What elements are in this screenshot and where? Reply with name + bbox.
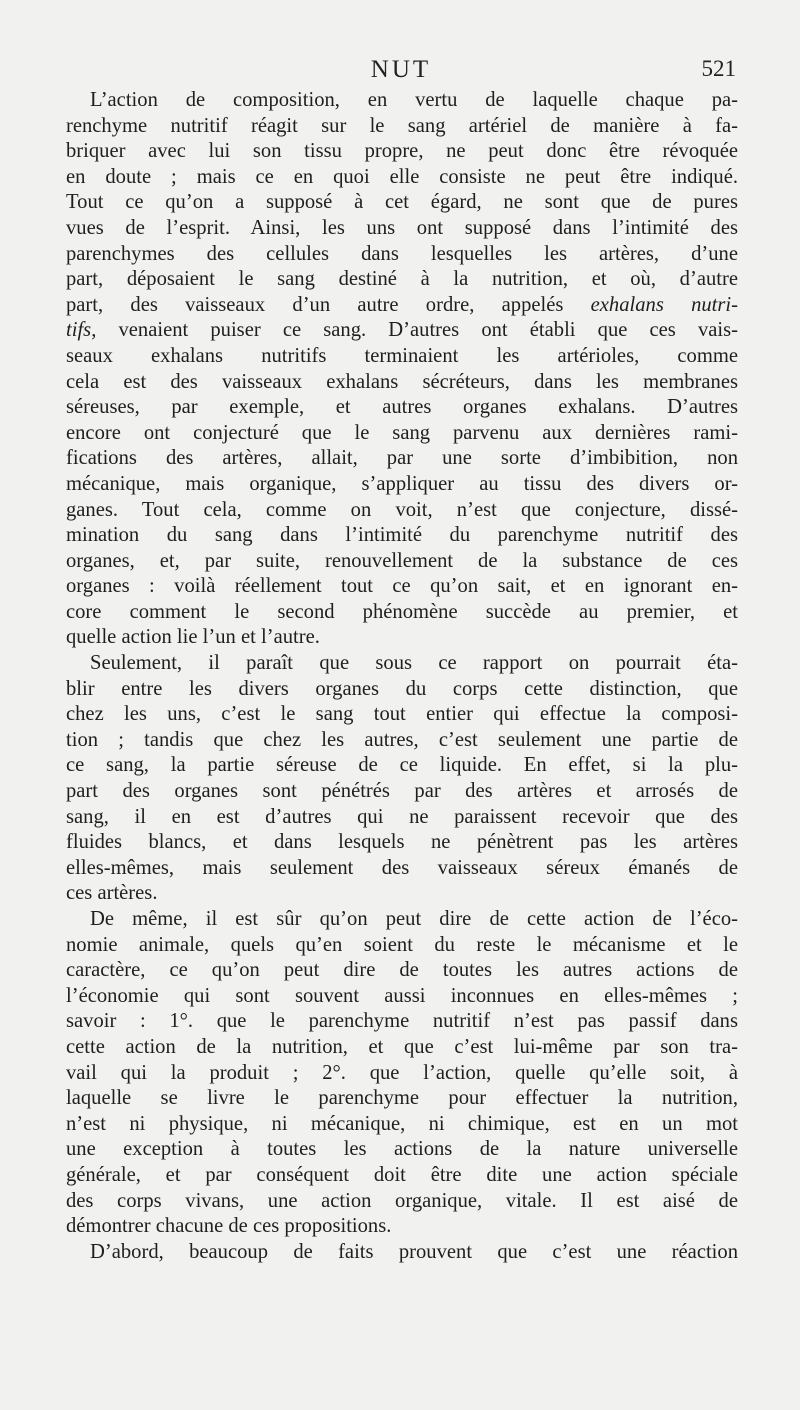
text-line: générale, et par conséquent doit être dite une action spéciale (66, 1163, 738, 1186)
text-line: vues de l’esprit. Ainsi, les uns ont supposé dans l’intimité des (66, 216, 738, 239)
text-line: ce sang, la partie séreuse de ce liquide. En effet, si la plu- (66, 754, 738, 777)
text-line: parenchymes des cellules dans lesquelles les artères, d’une (66, 242, 738, 265)
page-number: 521 (701, 56, 736, 81)
text-line: fications des artères, allait, par une sorte d’imbibition, non (66, 447, 738, 470)
text-line: des corps vivans, une action organique, vitale. Il est aisé de (66, 1189, 738, 1212)
text-line: ces artères. (66, 882, 158, 905)
text-line: chez les uns, c’est le sang tout entier qui effectue la composi- (66, 703, 738, 726)
text-line: tifs, venaient puiser ce sang. D’autres ont établi que ces vais- (66, 319, 738, 342)
text-line: mination du sang dans l’intimité du parenchyme nutritif des (66, 524, 738, 547)
text-line: D’abord, beaucoup de faits prouvent que c’est une réaction (90, 1240, 738, 1263)
text-line: organes : voilà réellement tout ce qu’on sait, et en ignorant en- (66, 575, 738, 598)
text-line: Seulement, il paraît que sous ce rapport on pourrait éta- (90, 652, 738, 675)
text-line: L’action de composition, en vertu de laquelle chaque pa- (90, 89, 738, 111)
text-line: ganes. Tout cela, comme on voit, n’est que conjecture, dissé- (66, 498, 738, 521)
text-line: seaux exhalans nutritifs terminaient les artérioles, comme (66, 344, 738, 367)
text-line: Tout ce qu’on a supposé à cet égard, ne sont que de pures (66, 191, 738, 214)
text-line: caractère, ce qu’on peut dire de toutes les autres actions de (66, 959, 738, 982)
text-line: mécanique, mais organique, s’appliquer au tissu des divers or- (66, 472, 738, 495)
running-head: NUT (370, 56, 432, 83)
text-line: part des organes sont pénétrés par des artères et arrosés de (66, 780, 738, 803)
text-line: part, des vaisseaux d’un autre ordre, appelés exhalans nutri- (66, 293, 738, 316)
text-line: elles-mêmes, mais seulement des vaisseaux séreux émanés de (66, 856, 738, 879)
text-line: vail qui la produit ; 2°. que l’action, quelle qu’elle soit, à (66, 1061, 738, 1084)
text-line: savoir : 1°. que le parenchyme nutritif n’est pas passif dans (66, 1010, 738, 1033)
italic-term: tifs (66, 319, 92, 342)
text-line: briquer avec lui son tissu propre, ne peut donc être révoquée (66, 140, 738, 163)
text-line: quelle action lie l’un et l’autre. (66, 626, 320, 649)
body-text (66, 88, 738, 1265)
text-line: core comment le second phénomène succède au premier, et (66, 600, 738, 623)
text-line: en doute ; mais ce en quoi elle consiste ne peut être indiqué. (66, 165, 738, 188)
text-line: cette action de la nutrition, et que c’est lui-même par son tra- (66, 1035, 738, 1058)
text-line: n’est ni physique, ni mécanique, ni chimique, est en un mot (66, 1112, 738, 1135)
text-line: sang, il en est d’autres qui ne paraissent recevoir que des (66, 805, 738, 828)
text-line: blir entre les divers organes du corps cette distinction, que (66, 677, 738, 700)
text-line: nomie animale, quels qu’en soient du reste le mécanisme et le (66, 933, 738, 956)
text-line: séreuses, par exemple, et autres organes exhalans. D’autres (66, 396, 738, 419)
text-line: cela est des vaisseaux exhalans sécréteurs, dans les membranes (66, 370, 738, 393)
text-line: tion ; tandis que chez les autres, c’est seulement une partie de (66, 728, 738, 751)
text-line: l’économie qui sont souvent aussi inconnues en elles-mêmes ; (66, 984, 738, 1007)
text-line: une exception à toutes les actions de la nature universelle (66, 1138, 738, 1161)
text-line: renchyme nutritif réagit sur le sang artériel de manière à fa- (66, 114, 738, 137)
text-line: fluides blancs, et dans lesquels ne pénètrent pas les artères (66, 831, 738, 854)
text-line: De même, il est sûr qu’on peut dire de cette action de l’éco- (90, 908, 738, 930)
italic-term: exhalans nutri- (590, 293, 738, 316)
text-line: part, déposaient le sang destiné à la nutrition, et où, d’autre (66, 268, 738, 291)
page-header (66, 56, 736, 88)
text-line: organes, et, par suite, renouvellement de la substance de ces (66, 549, 738, 572)
text-line: laquelle se livre le parenchyme pour effectuer la nutrition, (66, 1087, 738, 1110)
text-line: démontrer chacune de ces propositions. (66, 1215, 392, 1238)
text-line: encore ont conjecturé que le sang parvenu aux dernières rami- (66, 421, 738, 444)
